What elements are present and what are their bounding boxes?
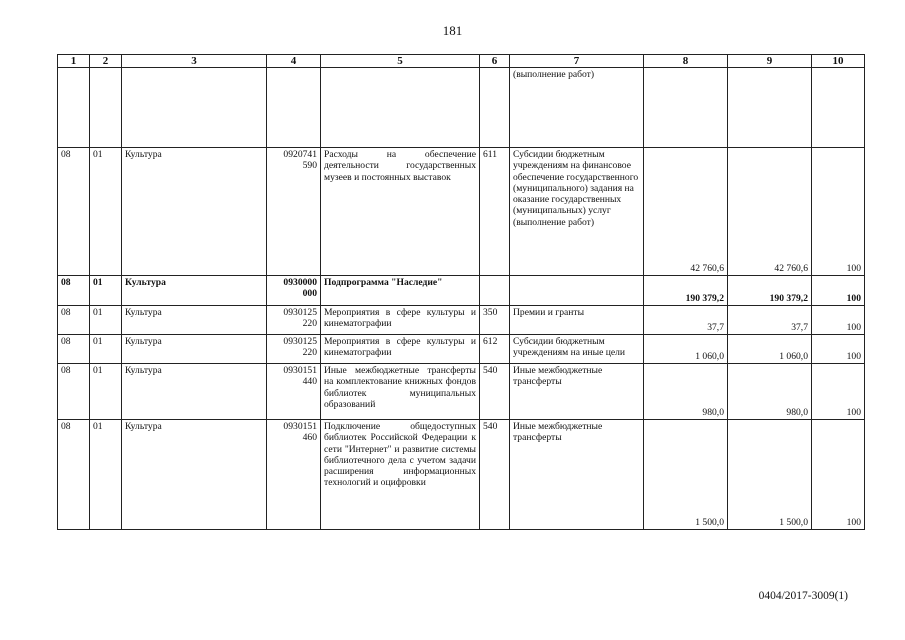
section-name: Культура xyxy=(122,364,267,420)
chapter-code: 08 xyxy=(58,148,90,276)
expense-type-name: Иные межбюджетные трансферты xyxy=(510,420,644,530)
expense-type-code: 540 xyxy=(480,364,510,420)
column-header: 10 xyxy=(812,55,865,68)
section-name: Культура xyxy=(122,148,267,276)
section-name: Культура xyxy=(122,306,267,335)
expense-type-code xyxy=(480,68,510,148)
section-name: Культура xyxy=(122,420,267,530)
executed-amount: 42 760,6 xyxy=(728,148,812,276)
chapter-code: 08 xyxy=(58,335,90,364)
document-code: 0404/2017-3009(1) xyxy=(758,590,848,602)
execution-percent: 100 xyxy=(812,276,865,306)
table-row xyxy=(58,148,865,276)
subsection-code: 01 xyxy=(90,276,122,306)
expense-type-code: 611 xyxy=(480,148,510,276)
expense-description: Расходы на обеспечение деятельности государственных музеев и постоянных выставок xyxy=(321,148,480,276)
executed-amount: 1 060,0 xyxy=(728,335,812,364)
column-header: 7 xyxy=(510,55,644,68)
subsection-code: 01 xyxy=(90,364,122,420)
expense-type-code: 612 xyxy=(480,335,510,364)
subsection-code: 01 xyxy=(90,420,122,530)
subsection-code: 01 xyxy=(90,148,122,276)
section-name xyxy=(122,68,267,148)
expense-type-code: 350 xyxy=(480,306,510,335)
column-header: 9 xyxy=(728,55,812,68)
column-header: 5 xyxy=(321,55,480,68)
execution-percent: 100 xyxy=(812,148,865,276)
expense-description: Мероприятия в сфере культуры и кинематографии xyxy=(321,306,480,335)
expense-description: Иные межбюджетные трансферты на комплектование книжных фондов библиотек муниципальных образований xyxy=(321,364,480,420)
execution-percent xyxy=(812,68,865,148)
column-header: 4 xyxy=(267,55,321,68)
table-row xyxy=(58,420,865,530)
target-article-code: 0930125 220 xyxy=(267,306,321,335)
executed-amount: 980,0 xyxy=(728,364,812,420)
table-row xyxy=(58,68,865,148)
expense-description: Подпрограмма "Наследие" xyxy=(321,276,480,306)
expense-type-name: Субсидии бюджетным учреждениям на финансовое обеспечение государственного (муниципального) задания на оказание государственных (муниципальных) услуг (выполнение работ) xyxy=(510,148,644,276)
expense-description xyxy=(321,68,480,148)
approved-amount xyxy=(644,68,728,148)
approved-amount: 37,7 xyxy=(644,306,728,335)
executed-amount: 1 500,0 xyxy=(728,420,812,530)
column-header: 6 xyxy=(480,55,510,68)
section-name: Культура xyxy=(122,276,267,306)
chapter-code: 08 xyxy=(58,306,90,335)
section-name: Культура xyxy=(122,335,267,364)
subsection-code xyxy=(90,68,122,148)
chapter-code: 08 xyxy=(58,364,90,420)
expense-type-name: Премии и гранты xyxy=(510,306,644,335)
chapter-code xyxy=(58,68,90,148)
execution-percent: 100 xyxy=(812,420,865,530)
target-article-code: 0930151 460 xyxy=(267,420,321,530)
expense-type-name: (выполнение работ) xyxy=(510,68,644,148)
chapter-code: 08 xyxy=(58,276,90,306)
column-header: 8 xyxy=(644,55,728,68)
expense-description: Мероприятия в сфере культуры и кинематографии xyxy=(321,335,480,364)
subsection-code: 01 xyxy=(90,335,122,364)
page-number: 181 xyxy=(442,23,463,38)
expense-type-name: Иные межбюджетные трансферты xyxy=(510,364,644,420)
execution-percent: 100 xyxy=(812,335,865,364)
expense-description: Подключение общедоступных библиотек Российской Федерации к сети "Интернет" и развитие системы библиотечного дела с учетом задачи расширения информационных технологий и оцифровки xyxy=(321,420,480,530)
executed-amount: 190 379,2 xyxy=(728,276,812,306)
expense-type-name xyxy=(510,276,644,306)
budget-table xyxy=(57,54,865,530)
subsection-code: 01 xyxy=(90,306,122,335)
table-row xyxy=(58,306,865,335)
column-header: 1 xyxy=(58,55,90,68)
table-row xyxy=(58,364,865,420)
executed-amount xyxy=(728,68,812,148)
target-article-code: 0920741 590 xyxy=(267,148,321,276)
expense-type-code xyxy=(480,276,510,306)
approved-amount: 190 379,2 xyxy=(644,276,728,306)
expense-type-code: 540 xyxy=(480,420,510,530)
executed-amount: 37,7 xyxy=(728,306,812,335)
column-header: 2 xyxy=(90,55,122,68)
target-article-code xyxy=(267,68,321,148)
target-article-code: 0930151 440 xyxy=(267,364,321,420)
header-row xyxy=(58,55,865,68)
column-header: 3 xyxy=(122,55,267,68)
approved-amount: 1 500,0 xyxy=(644,420,728,530)
target-article-code: 0930000 000 xyxy=(267,276,321,306)
approved-amount: 1 060,0 xyxy=(644,335,728,364)
table-row xyxy=(58,276,865,306)
table-row xyxy=(58,335,865,364)
target-article-code: 0930125 220 xyxy=(267,335,321,364)
execution-percent: 100 xyxy=(812,306,865,335)
expense-type-name: Субсидии бюджетным учреждениям на иные цели xyxy=(510,335,644,364)
chapter-code: 08 xyxy=(58,420,90,530)
execution-percent: 100 xyxy=(812,364,865,420)
approved-amount: 980,0 xyxy=(644,364,728,420)
approved-amount: 42 760,6 xyxy=(644,148,728,276)
